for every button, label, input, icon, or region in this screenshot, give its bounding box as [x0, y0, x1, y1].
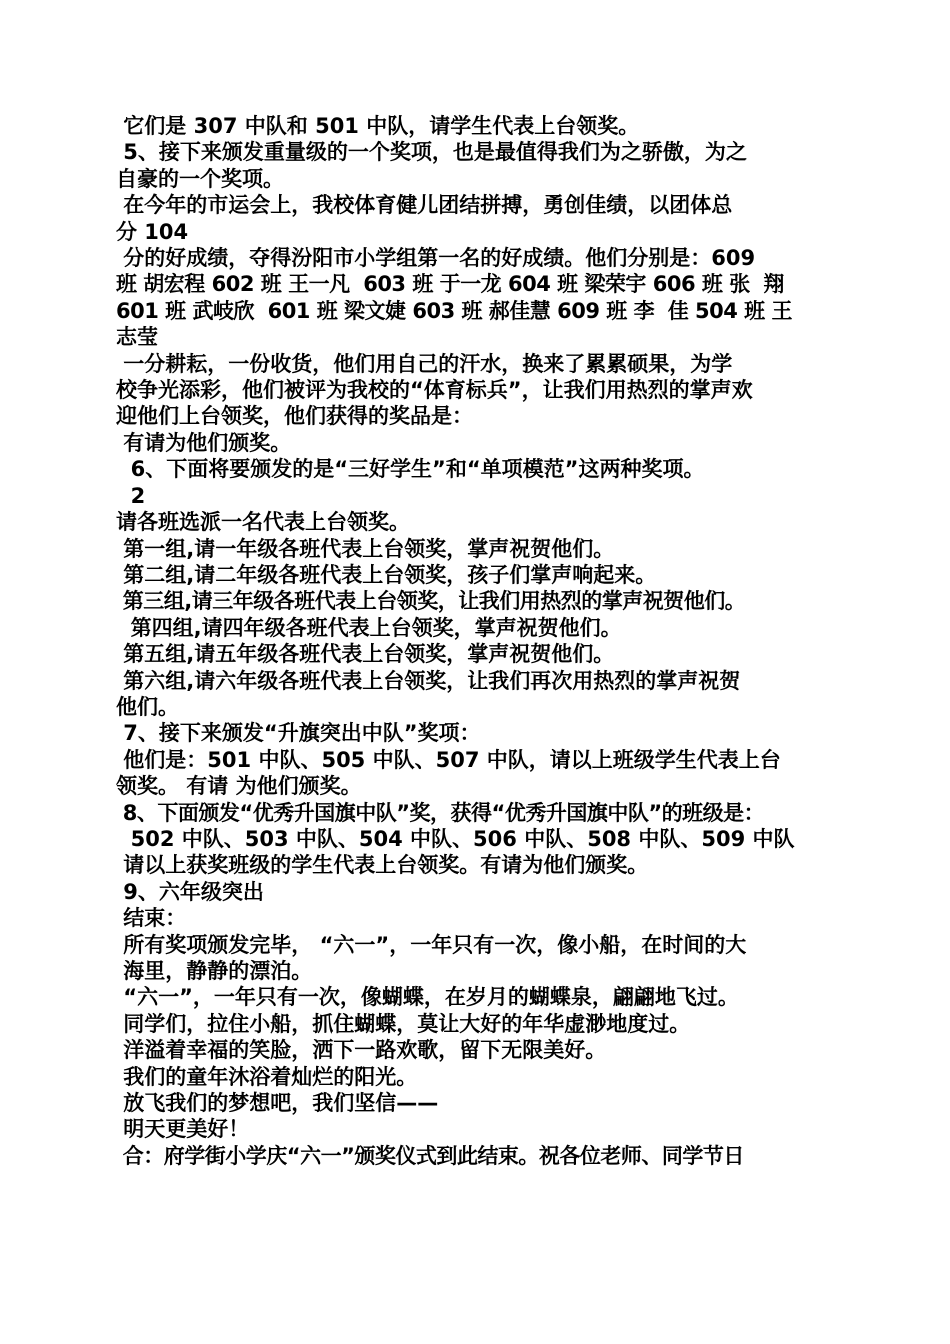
text-line: 9、六年级突出 [116, 879, 264, 904]
text-line: 海里，静静的漂泊。 [116, 959, 313, 983]
document-body [116, 113, 842, 1169]
text-line: 他们是：501 中队、505 中队、507 中队，请以上班级学生代表上台 [116, 747, 781, 772]
text-line: 6、下面将要颁发的是“三好学生”和“单项模范”这两种奖项。 [116, 457, 705, 482]
text-line: 合：府学街小学庆“六一”颁奖仪式到此结束。祝各位老师、同学节日 [116, 1143, 744, 1168]
text-line: 领奖。 有请 为他们颁奖。 [116, 774, 362, 799]
text-line: 所有奖项颁发完毕， “六一”，一年只有一次，像小船，在时间的大 [116, 932, 747, 957]
text-line: 第六组,请六年级各班代表上台领奖，让我们再次用热烈的掌声祝贺 [116, 668, 741, 693]
text-line: 他们。 [116, 694, 179, 719]
text-line: 志莹 [116, 325, 158, 350]
text-line: 同学们，拉住小船，抓住蝴蝶，莫让大好的年华虚渺地度过。 [116, 1011, 691, 1036]
text-line: 2 [116, 483, 146, 508]
text-line: 502 中队、503 中队、504 中队、506 中队、508 中队、509 中队 [116, 826, 795, 851]
text-line: 5、接下来颁发重量级的一个奖项，也是最值得我们为之骄傲，为之 [116, 140, 747, 165]
text-line: 8、下面颁发“优秀升国旗中队”奖，获得“优秀升国旗中队”的班级是： [116, 800, 765, 825]
text-line: 601 班 武岐欣 601 班 梁文婕 603 班 郝佳慧 609 班 李 佳 504 班 王 [116, 298, 792, 323]
text-line: 我们的童年沐浴着灿烂的阳光。 [116, 1064, 418, 1089]
text-line: 一分耕耘，一份收货，他们用自己的汗水，换来了累累硕果，为学 [116, 351, 733, 376]
text-line: 明天更美好！ [116, 1117, 250, 1142]
text-line: 分的好成绩，夺得汾阳市小学组第一名的好成绩。他们分别是：609 [116, 246, 756, 271]
text-line: 第四组,请四年级各班代表上台领奖，掌声祝贺他们。 [116, 615, 622, 640]
text-line: 洋溢着幸福的笑脸，洒下一路欢歌，留下无限美好。 [116, 1038, 607, 1063]
text-line: 结束： [116, 906, 187, 931]
text-line: 请以上获奖班级的学生代表上台领奖。有请为他们颁奖。 [116, 853, 649, 878]
text-line: 自豪的一个奖项。 [116, 166, 284, 191]
text-line: 班 胡宏程 602 班 王一凡 603 班 于一龙 604 班 梁荣宇 606 班 张 翔 [116, 272, 784, 297]
text-line: 第五组,请五年级各班代表上台领奖，掌声祝贺他们。 [116, 642, 615, 667]
text-line: 迎他们上台领奖，他们获得的奖品是： [116, 404, 473, 429]
text-line: 分 104 [116, 219, 189, 244]
text-line: 请各班选派一名代表上台领奖。 [116, 510, 410, 535]
text-line: “六一”，一年只有一次，像蝴蝶，在岁月的蝴蝶泉，翩翩地飞过。 [116, 985, 739, 1010]
text-line: 7、接下来颁发“升旗突出中队”奖项： [116, 721, 481, 746]
text-line: 第二组,请二年级各班代表上台领奖，孩子们掌声响起来。 [116, 562, 657, 587]
text-line: 第三组,请三年级各班代表上台领奖，让我们用热烈的掌声祝贺他们。 [116, 589, 746, 614]
text-line: 放飞我们的梦想吧，我们坚信—— [116, 1091, 439, 1116]
text-line: 有请为他们颁奖。 [116, 430, 292, 455]
text-line: 校争光添彩，他们被评为我校的“体育标兵”，让我们用热烈的掌声欢 [116, 378, 753, 403]
text-line: 它们是 307 中队和 501 中队，请学生代表上台领奖。 [116, 114, 640, 138]
text-line: 第一组,请一年级各班代表上台领奖，掌声祝贺他们。 [116, 536, 615, 561]
text-line: 在今年的市运会上，我校体育健儿团结拼搏，勇创佳绩，以团体总 [116, 193, 733, 218]
